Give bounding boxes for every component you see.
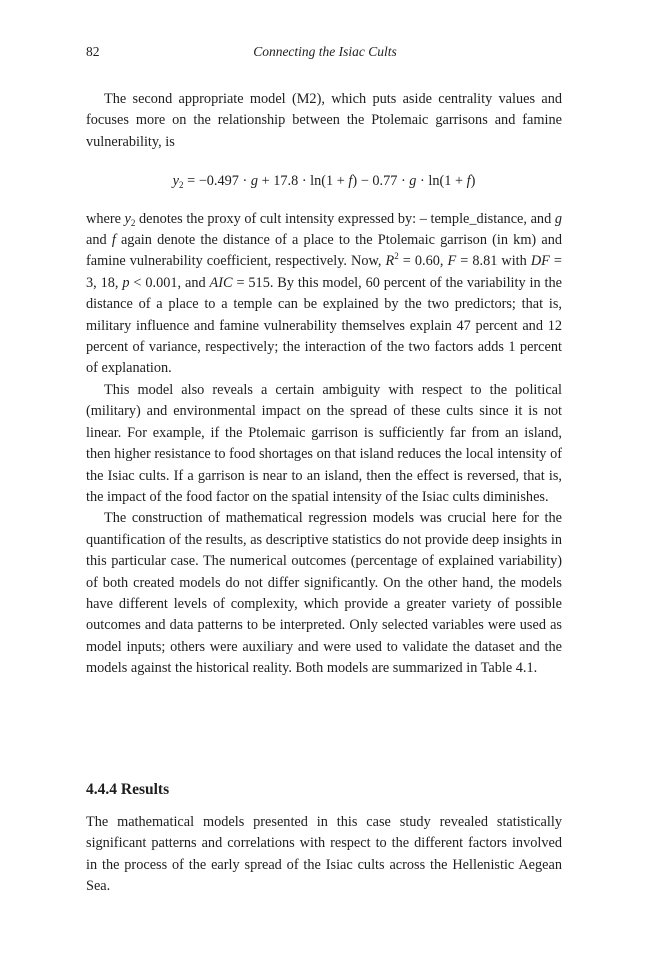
var-p: p bbox=[122, 274, 130, 291]
eq-part: + 17.8 · ln(1 + bbox=[258, 173, 349, 190]
eq-part: = −0.497 · bbox=[183, 173, 251, 190]
section-results bbox=[86, 781, 562, 898]
eq-part: ) − 0.77 · bbox=[352, 173, 410, 190]
text-run: = 8.81 with bbox=[456, 253, 531, 270]
var-g: g bbox=[554, 210, 562, 227]
text-run: = 0.60, bbox=[398, 253, 448, 270]
section-heading: 4.4.4 Results bbox=[86, 781, 170, 798]
page-header bbox=[86, 44, 564, 66]
var-y-sub: 2 bbox=[130, 217, 136, 228]
paragraph-ambiguity: This model also reveals a certain ambiguity with respect to the political (military) and environmental impact on the spread of these cults since it is not linear. For example, if the Ptolemaic garrison is sufficiently far from an island, then higher resistance to food shortages on that island reduces the local intensity of the Isiac cults. If a garrison is near to an island, then the effect is reversed, that is, the impact of the food factor on the spatial intensity of the Isiac cults diminishes. bbox=[86, 381, 562, 505]
page-number: 82 bbox=[86, 44, 100, 59]
var-y: y bbox=[124, 210, 131, 227]
running-title: Connecting the Isiac Cults bbox=[253, 44, 397, 59]
eq-var-f: f bbox=[348, 173, 353, 190]
equation-m2 bbox=[86, 171, 562, 192]
eq-var-g: g bbox=[250, 173, 259, 190]
var-aic: AIC bbox=[209, 274, 233, 291]
eq-lhs-sub: 2 bbox=[179, 180, 184, 191]
eq-lhs-var: y bbox=[172, 173, 179, 190]
eq-var-g: g bbox=[409, 173, 417, 190]
text-run: denotes the proxy of cult intensity expressed by: – temple_distance, and bbox=[135, 210, 555, 227]
var-r-sup: 2 bbox=[394, 251, 399, 262]
text-run: again denote the distance of a place to the Ptolemaic garrison (in km) and famine vulnerability coefficient, respectively. Now, bbox=[86, 232, 562, 270]
eq-var-f: f bbox=[466, 173, 471, 190]
paragraph-results: The mathematical models presented in this case study revealed statistically significant patterns and correlations with respect to the different factors involved in the process of the early spread of the Isiac cults across the Hellenistic Aegean Sea. bbox=[86, 814, 562, 895]
paragraph-model-definition bbox=[86, 209, 562, 380]
eq-part: ) bbox=[470, 173, 476, 190]
paragraph-model-intro: The second appropriate model (M2), which puts aside centrality values and focuses more on the relationship between the Ptolemaic garrisons and famine vulnerability, is bbox=[86, 91, 562, 150]
var-r: R bbox=[385, 253, 395, 270]
var-df: DF bbox=[530, 253, 550, 270]
paragraph-construction: The construction of mathematical regression models was crucial here for the quantification of the results, as descriptive statistics do not provide deep insights in this particular case. The numerical outcomes (percentage of explained variability) of both created models do not differ significantly. On the other hand, the models have different levels of complexity, which provide a greater variety of possible outcomes and data patterns to be interpreted. Only selected variables were used as model inputs; others were auxiliary and were used to validate the dataset and the models against the historical reality. Both models are summarized in Table 4.1. bbox=[86, 510, 562, 677]
text-run: = 3, 18, bbox=[86, 253, 562, 291]
body-text bbox=[86, 89, 562, 680]
text-run: < 0.001, and bbox=[129, 274, 210, 291]
var-F: F bbox=[447, 253, 457, 270]
eq-part: · ln(1 + bbox=[416, 173, 467, 190]
text-run: and bbox=[86, 232, 112, 249]
var-f: f bbox=[111, 232, 116, 249]
text-run: where bbox=[86, 210, 125, 227]
text-run: = 515. By this model, 60 percent of the variability in the distance of a place to a temple can be explained by the two predictors; that is, military influence and famine vulnerability themselves explain 47 percent and 12 percent of variance, respectively; the interaction of the two factors adds 1 percent of explanation. bbox=[86, 274, 562, 377]
